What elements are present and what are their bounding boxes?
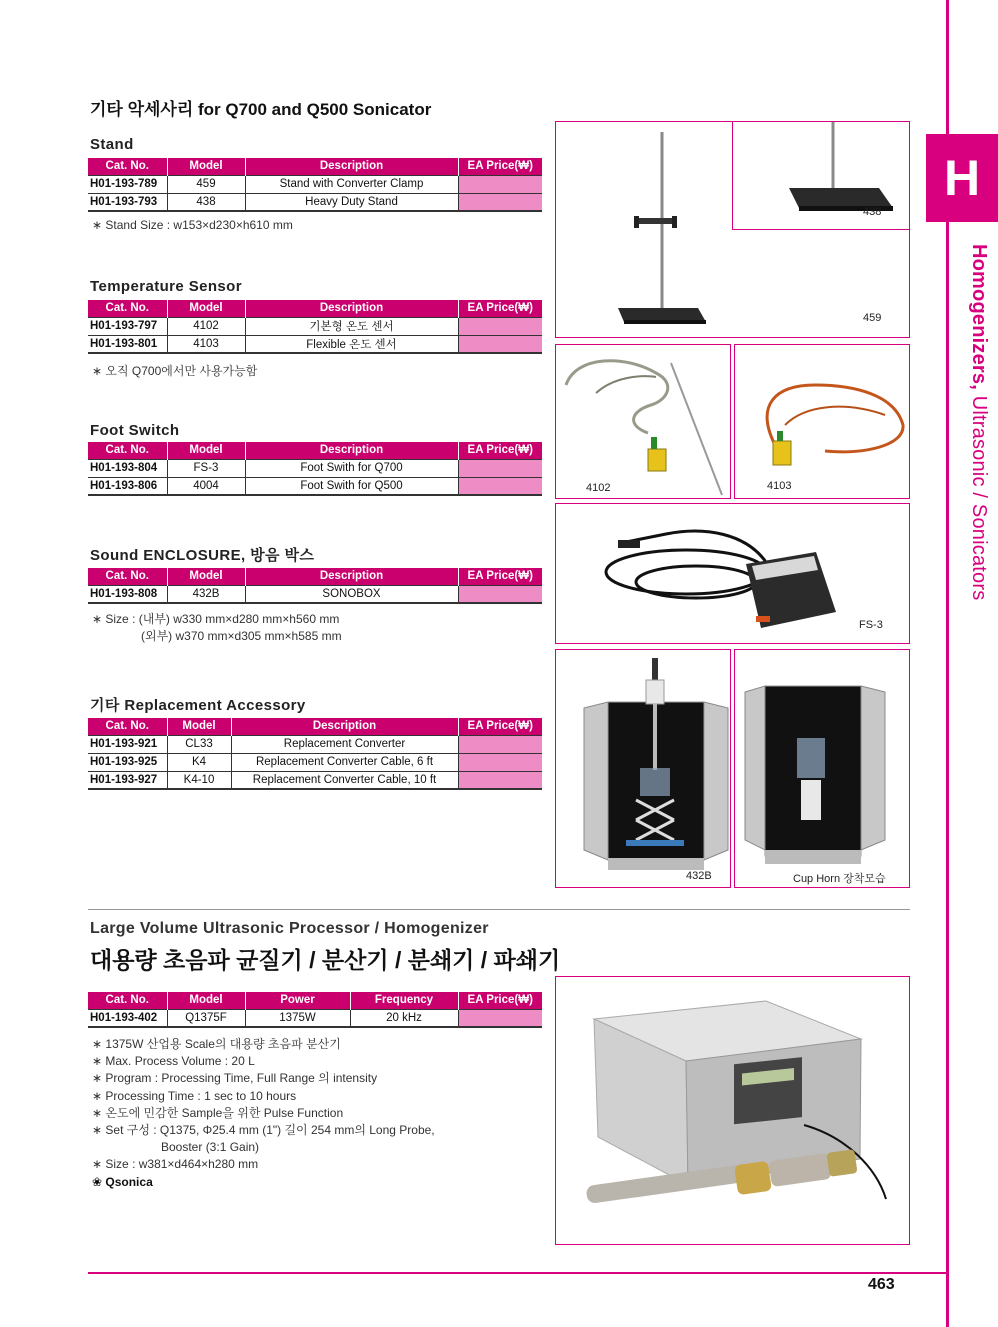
spec-line: ∗ Set 구성 : Q1375, Φ25.4 mm (1") 길이 254 mm의 Long Probe,: [92, 1123, 435, 1138]
cat-no: H01-193-925: [88, 753, 167, 771]
table-header-row: [88, 300, 542, 317]
description: Replacement Converter Cable, 10 ft: [231, 771, 458, 789]
header-price: EA Price(₩): [458, 158, 542, 175]
header-price: EA Price(₩): [458, 718, 542, 735]
foot-switch-illustration: [556, 504, 910, 644]
header-model: Model: [167, 442, 245, 459]
header-price: EA Price(₩): [458, 992, 542, 1009]
table-header-row: [88, 718, 542, 735]
caption-4103: 4103: [767, 480, 792, 492]
price-cell: [458, 193, 542, 211]
table-row: [88, 735, 542, 753]
cat-no: H01-193-804: [88, 459, 167, 477]
description: Stand with Converter Clamp: [245, 175, 458, 193]
table-row: [88, 585, 542, 603]
model: 4004: [167, 477, 245, 495]
header-cat-no: Cat. No.: [88, 568, 167, 585]
header-model: Model: [167, 718, 231, 735]
price-cell: [458, 175, 542, 193]
header-cat-no: Cat. No.: [88, 442, 167, 459]
caption-438: 438: [863, 206, 882, 218]
large-processor-specs: [92, 1036, 435, 1191]
model: K4: [167, 753, 231, 771]
header-price: EA Price(₩): [458, 442, 542, 459]
table-row: [88, 1009, 542, 1027]
description: Replacement Converter: [231, 735, 458, 753]
caption-432b: 432B: [686, 870, 712, 882]
table-row: [88, 753, 542, 771]
stand-table: [88, 158, 542, 212]
table-header-row: [88, 992, 542, 1009]
header-description: Description: [245, 442, 458, 459]
brand-name: ❀ Qsonica: [92, 1174, 153, 1189]
table-row: [88, 175, 542, 193]
section-title-foot-switch: Foot Switch: [90, 422, 180, 439]
cat-no: H01-193-921: [88, 735, 167, 753]
price-cell: [458, 771, 542, 789]
table-row: [88, 335, 542, 353]
table-row: [88, 317, 542, 335]
header-price: EA Price(₩): [458, 300, 542, 317]
sound-note-inner: ∗ Size : (내부) w330 mm×d280 mm×h560 mm: [92, 612, 340, 626]
page-number: 463: [868, 1276, 895, 1293]
header-description: Description: [245, 158, 458, 175]
cat-no: H01-193-801: [88, 335, 167, 353]
description: Foot Swith for Q500: [245, 477, 458, 495]
footer-line: [88, 1272, 946, 1274]
header-power: Power: [245, 992, 350, 1009]
spec-line: ∗ Processing Time : 1 sec to 10 hours: [92, 1088, 297, 1103]
description: 기본형 온도 센서: [245, 317, 458, 335]
stand-438-photo: [732, 121, 910, 230]
cat-no: H01-193-927: [88, 771, 167, 789]
enclosure-432b-illustration: [556, 650, 731, 888]
cat-no: H01-193-808: [88, 585, 167, 603]
cat-no: H01-193-806: [88, 477, 167, 495]
section-title-sound-enclosure: Sound ENCLOSURE, 방음 박스: [90, 547, 315, 564]
large-processor-table: [88, 992, 542, 1028]
table-row: [88, 771, 542, 789]
model: Q1375F: [167, 1009, 245, 1027]
caption-cup-horn: Cup Horn 장착모습: [793, 873, 886, 885]
frequency: 20 kHz: [350, 1009, 458, 1027]
cat-no: H01-193-797: [88, 317, 167, 335]
temperature-note: ∗ 오직 Q700에서만 사용가능함: [92, 364, 258, 378]
temperature-table: [88, 300, 542, 354]
header-description: Description: [245, 300, 458, 317]
large-processor-title-en: Large Volume Ultrasonic Processor / Homogenizer: [90, 920, 489, 937]
spec-line: ∗ 1375W 산업용 Scale의 대용량 초음파 분산기: [92, 1037, 341, 1051]
model: 4103: [167, 335, 245, 353]
power: 1375W: [245, 1009, 350, 1027]
table-header-row: [88, 442, 542, 459]
section-tab-letter: H: [926, 134, 998, 222]
table-header-row: [88, 568, 542, 585]
price-cell: [458, 735, 542, 753]
sensor-4103-illustration: [735, 345, 910, 499]
cat-no: H01-193-789: [88, 175, 167, 193]
header-model: Model: [167, 568, 245, 585]
sensor-4102-illustration: [556, 345, 731, 499]
spec-line: ∗ 온도에 민감한 Sample을 위한 Pulse Function: [92, 1105, 344, 1120]
description: Flexible 온도 센서: [245, 335, 458, 353]
replacement-table: [88, 718, 542, 790]
large-processor-title-ko: 대용량 초음파 균질기 / 분산기 / 분쇄기 / 파쇄기: [90, 947, 561, 973]
description: Heavy Duty Stand: [245, 193, 458, 211]
price-cell: [458, 335, 542, 353]
table-header-row: [88, 158, 542, 175]
spec-line: ∗ Max. Process Volume : 20 L: [92, 1054, 255, 1069]
section-divider: [88, 909, 910, 910]
header-model: Model: [167, 300, 245, 317]
enclosure-432b-photo: [555, 649, 731, 888]
section-side-title: [950, 244, 990, 634]
processor-photo: [555, 976, 910, 1245]
sound-enclosure-table: [88, 568, 542, 604]
page-title: 기타 악세사리 for Q700 and Q500 Sonicator: [90, 100, 432, 119]
stand-438-illustration: [733, 122, 910, 230]
table-row: [88, 459, 542, 477]
section-title-replacement: 기타 Replacement Accessory: [90, 697, 306, 714]
header-frequency: Frequency: [350, 992, 458, 1009]
model: 438: [167, 193, 245, 211]
model: K4-10: [167, 771, 231, 789]
price-cell: [458, 753, 542, 771]
model: 459: [167, 175, 245, 193]
side-title-rest: Ultrasonic / Sonicators: [968, 389, 990, 601]
caption-fs3: FS-3: [859, 619, 883, 631]
cup-horn-photo: [734, 649, 910, 888]
header-model: Model: [167, 992, 245, 1009]
header-model: Model: [167, 158, 245, 175]
header-description: Description: [231, 718, 458, 735]
header-price: EA Price(₩): [458, 568, 542, 585]
header-cat-no: Cat. No.: [88, 300, 167, 317]
description: Replacement Converter Cable, 6 ft: [231, 753, 458, 771]
model: 432B: [167, 585, 245, 603]
price-cell: [458, 317, 542, 335]
description: Foot Swith for Q700: [245, 459, 458, 477]
section-title-stand: Stand: [90, 136, 134, 153]
price-cell: [458, 459, 542, 477]
spec-line: ∗ Size : w381×d464×h280 mm: [92, 1157, 259, 1172]
processor-illustration: [556, 977, 910, 1245]
caption-4102: 4102: [586, 482, 611, 494]
caption-459: 459: [863, 312, 882, 324]
table-row: [88, 193, 542, 211]
sensor-4103-photo: [734, 344, 910, 499]
header-description: Description: [245, 568, 458, 585]
description: SONOBOX: [245, 585, 458, 603]
header-cat-no: Cat. No.: [88, 158, 167, 175]
price-cell: [458, 1009, 542, 1027]
table-row: [88, 477, 542, 495]
cup-horn-illustration: [735, 650, 910, 888]
model: CL33: [167, 735, 231, 753]
price-cell: [458, 477, 542, 495]
spec-line: ∗ Program : Processing Time, Full Range 의 intensity: [92, 1071, 378, 1086]
model: FS-3: [167, 459, 245, 477]
stand-note: ∗ Stand Size : w153×d230×h610 mm: [92, 218, 293, 232]
foot-switch-table: [88, 442, 542, 496]
header-cat-no: Cat. No.: [88, 992, 167, 1009]
foot-switch-photo: [555, 503, 910, 644]
side-title-bold: Homogenizers,: [968, 244, 990, 390]
model: 4102: [167, 317, 245, 335]
spec-line: Booster (3:1 Gain): [161, 1140, 260, 1155]
section-title-temperature: Temperature Sensor: [90, 278, 242, 295]
sound-note-outer: (외부) w370 mm×d305 mm×h585 mm: [141, 629, 342, 643]
header-cat-no: Cat. No.: [88, 718, 167, 735]
cat-no: H01-193-402: [88, 1009, 167, 1027]
sensor-4102-photo: [555, 344, 731, 499]
cat-no: H01-193-793: [88, 193, 167, 211]
price-cell: [458, 585, 542, 603]
